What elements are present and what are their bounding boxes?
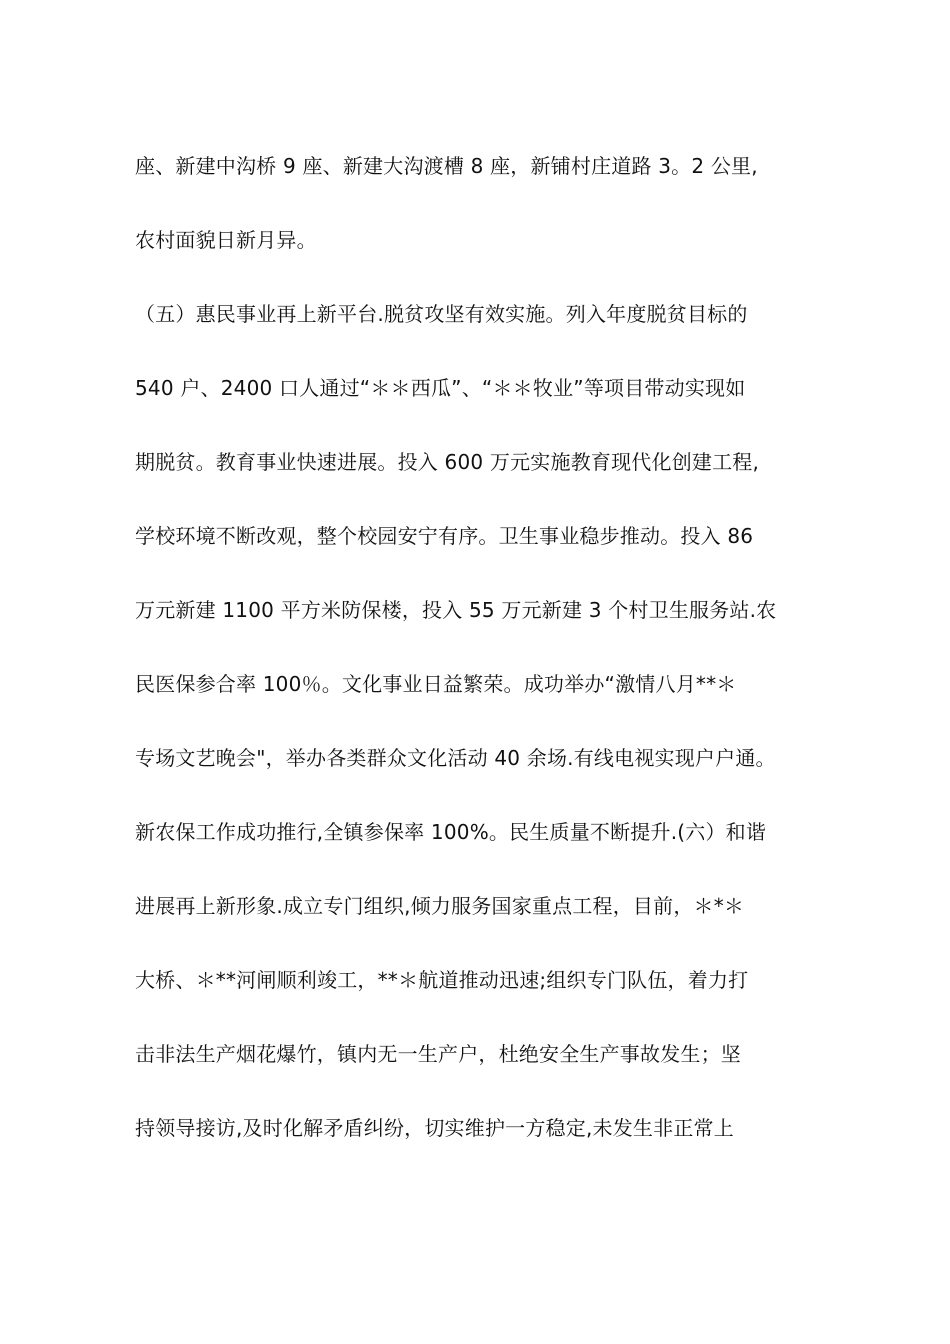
text-line: 新农保工作成功推行,全镇参保率 100%。民生质量不断提升.(六）和谐 xyxy=(135,820,767,844)
text-line: 农村面貌日新月异。 xyxy=(135,228,317,252)
text-line: 540 户、2400 口人通过“＊＊西瓜”、“＊＊牧业”等项目带动实现如 xyxy=(135,376,746,400)
text-line: 持领导接访,及时化解矛盾纠纷，切实维护一方稳定,未发生非正常上 xyxy=(135,1116,734,1140)
text-line: （五）惠民事业再上新平台.脱贫攻坚有效实施。列入年度脱贫目标的 xyxy=(135,302,748,326)
text-line: 民医保参合率 100％。文化事业日益繁荣。成功举办“激情八月**＊ xyxy=(135,672,737,696)
text-line: 进展再上新形象.成立专门组织,倾力服务国家重点工程，目前，＊*＊ xyxy=(135,894,745,918)
body-text xyxy=(135,142,835,1178)
text-line: 专场文艺晚会"，举办各类群众文化活动 40 余场.有线电视实现户户通。 xyxy=(135,746,776,770)
text-line: 大桥、＊**河闸顺利竣工，**＊航道推动迅速;组织专门队伍，着力打 xyxy=(135,968,749,992)
text-line: 击非法生产烟花爆竹，镇内无一生产户，杜绝安全生产事故发生；坚 xyxy=(135,1042,741,1066)
text-line: 期脱贫。教育事业快速进展。投入 600 万元实施教育现代化创建工程, xyxy=(135,450,760,474)
text-line: 座、新建中沟桥 9 座、新建大沟渡槽 8 座，新铺村庄道路 3。2 公里, xyxy=(135,154,758,178)
text-line: 万元新建 1100 平方米防保楼，投入 55 万元新建 3 个村卫生服务站.农 xyxy=(135,598,777,622)
text-line: 学校环境不断改观，整个校园安宁有序。卫生事业稳步推动。投入 86 xyxy=(135,524,754,548)
